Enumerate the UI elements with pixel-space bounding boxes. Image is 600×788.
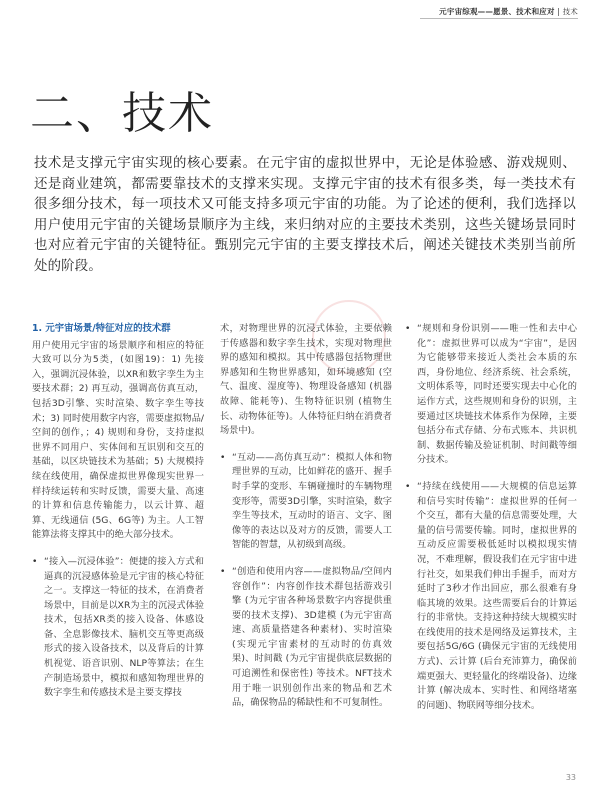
bullet-immersion: • “接入—沉浸体验”：便捷的接入方式和逼真的沉浸感体验是元宇宙的核心特征之一。支撑这一特征的技术，在消费者场景中，目前是以XR为主的沉浸式体验技术，包括XR类的接入设备、体感设备、全息影像技术、脑机交互等更高级形式的接入设备技术，以及背后的计算机视觉、语音识别、NLP等算法；在生产制造场景中，模拟和感知物理世界的数字孪生和传感技术是主要支撑技: [32, 555, 204, 701]
bullet-rules-identity: • “规则和身份识别——唯一性和去中心化”：虚拟世界可以成为“宇宙”，是因为它能够带来接近人类社会本质的东西，身份地位、经济系统、社会系统，文明体系等，同时还要实现去中心化的运作方式，这些规则和身份的识别，主要通过区块链技术体系作为保障，主要包括分布式存储、分布式账本、共识机制、数据传输及验证机制、时间戳等细分技术。: [405, 322, 577, 468]
bullet-content-creation: • “创造和使用内容——虚拟物品/空间内容创作”：内容创作技术群包括游戏引擎 (为元宇宙各种场景数字内容提供重要的技术支撑)、3D建模 (为元宇宙高速、高质量搭建各种素材)、实时渲染 (实现元宇宙素材的互动时的仿真效果)、时间戳 (为元宇宙提供底层数据的可追溯性和保密性) 等技术。NFT技术用于唯一识别创作出来的物品和艺术品，确保物品的稀缺性和不可复制性。: [220, 565, 392, 711]
header-section: 技术: [562, 7, 578, 16]
page-number: 33: [565, 773, 576, 782]
header-separator: |: [557, 7, 560, 16]
header-rule: [420, 18, 578, 19]
header-title: 元宇宙综观——愿景、技术和应对: [439, 7, 555, 16]
paragraph: 术，对物理世界的沉浸式体验，主要依赖于传感器和数字孪生技术，实现对物理世界的感知和模拟。其中传感器包括物理世界感知和生物世界感知，如环境感知 (空气、温度、湿度等)、物理设备感知 (机器故障、能耗等)、生物特征识别 (植物生长、动物体征等)。人体特征归纳在消费者场景中)。: [220, 323, 392, 437]
column-1: [32, 322, 204, 713]
running-header: [439, 6, 578, 17]
subheading: 1. 元宇宙场景/特征对应的技术群: [32, 323, 171, 334]
intro-paragraph: 技术是支撑元宇宙实现的核心要素。在元宇宙的虚拟世界中，无论是体验感、游戏规则、还是商业建筑，都需要靠技术的支撑来实现。支撑元宇宙的技术有很多类，每一类技术有很多细分技术，每一项技术又可能支持多项元宇宙的功能。为了论述的便利，我们选择以用户使用元宇宙的关键场景顺序为主线，来归纳对应的主要技术类别，这些关键场景同时也对应着元宇宙的关键特征。甄别完元宇宙的主要支撑技术后，阐述关键技术类别当前所处的阶段。: [34, 156, 576, 274]
column-2: [220, 322, 392, 723]
section-title: 二、技术: [30, 88, 214, 139]
paragraph: 用户使用元宇宙的场景顺序和相应的特征大致可以分为5类，(如图19)：1) 先接入，强调沉浸体验，以XR和数字孪生为主要技术群；2) 再互动，强调高仿真互动，包括3D引擎、实时渲染、数字孪生等技术；3) 同时使用数字内容，需要虚拟物品/空间的创作，；4) 规则和身份，支持虚拟世界不同用户、实体间和互识别和交互的基础，以区块链技术为基础；5) 大规模持续在线使用，确保虚拟世界像现实世界一样持续运转和实时反馈，需要大量、高速的计算和信息传输能力，以云计算、超算、无线通信 (5G、6G等) 为主。人工智能算法将支撑其中的绝大部分技术。: [32, 339, 204, 541]
bullet-online-usage: • “持续在线使用——大规模的信息运算和信号实时传输”：虚拟世界的任何一个交互，都有大量的信息需要处理，大量的信号需要传输。同时，虚拟世界的互动反应需要极低延时以模拟现实情况，不难理解，假设我们在元宇宙中进行社交，如果我们伸出手握手，而对方延时了3秒才作出回应，那么很难有身临其境的效果。这些需要后台的计算运行的非常快。支持这种持续大规模实时在线使用的技术是网络及运算技术，主要包括5G/6G (确保元宇宙的无线使用方式)、云计算 (后台充沛算力，确保前端更强大、更轻量化的终端设备)、边缘计算 (解决成本、实时性、和网络堵塞的问题)、物联网等细分技术。: [405, 480, 577, 714]
column-3: [405, 322, 577, 725]
bullet-interaction: • “互动——高仿真互动”：模拟人体和物理世界的互动，比如鲜花的盛开、握手时手掌的变形、车辆碰撞时的车辆物理变形等，需要3D引擎，实时渲染，数字孪生等技术，互动时的语言、文字、图像等的表达以及对方的反馈，需要人工智能的智慧，从初级到高级。: [220, 451, 392, 553]
